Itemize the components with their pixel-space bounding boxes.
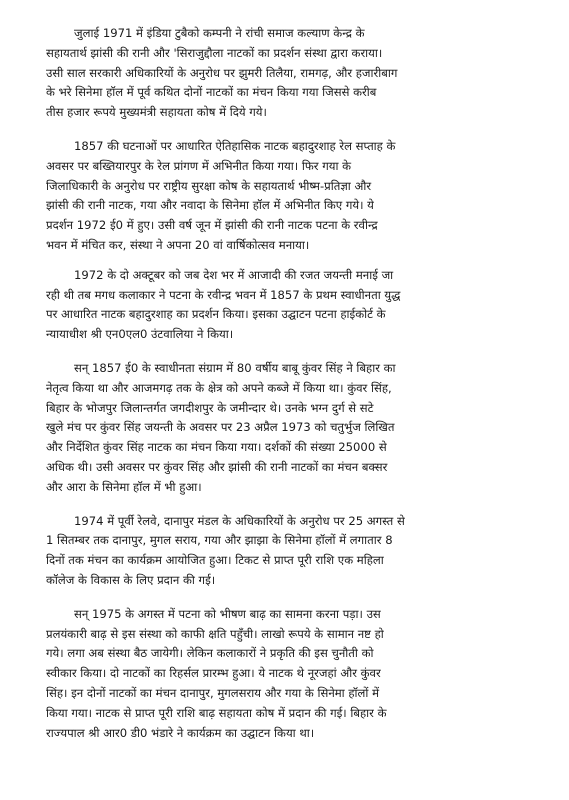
- text-line: स्वीकार किया। दो नाटकों का रिहर्सल प्रारम्भ हुआ। ये नाटक थे नूरजहां और कुंवर: [46, 666, 381, 681]
- text-line: राज्यपाल श्री आर0 डी0 भंडारे ने कार्यक्रम का उद्घाटन किया था।: [46, 725, 315, 740]
- text-line: 1857 की घटनाओं पर आधारित ऐतिहासिक नाटक बहादुरशाह रेल सप्ताह के: [74, 138, 396, 153]
- text-line: सिंह। इन दोनों नाटकों का मंचन दानापुर, मुगलसराय और गया के सिनेमा हॉलों में: [46, 685, 380, 700]
- paragraph-3: [46, 266, 543, 345]
- text-line: अवसर पर बख्तियारपुर के रेल प्रांगण में अभिनीत किया गया। फिर गया के: [46, 158, 352, 173]
- text-line: 1972 के दो अक्टूबर को जब देश भर में आजादी की रजत जयन्ती मनाई जा: [74, 267, 394, 282]
- text-line: उसी साल सरकारी अधिकारियों के अनुरोध पर झुमरी तिलैया, रामगढ़, और हजारीबाग: [46, 65, 398, 80]
- paragraph-6: [46, 605, 543, 744]
- paragraph-1: [46, 24, 543, 123]
- text-line: दिनों तक मंचन का कार्यक्रम आयोजित हुआ। टिकट से प्राप्त पूरी राशि एक महिला: [46, 553, 384, 568]
- text-line: प्रलयंकारी बाढ़ से इस संस्था को काफी क्षति पहुँची। लाखो रूपये के सामान नष्ट हो: [46, 626, 384, 641]
- text-line: झांसी की रानी नाटक, गया और नवादा के सिनेमा हॉल में अभिनीत किए गये। ये: [46, 198, 374, 213]
- text-line: अधिक थी। उसी अवसर पर कुंवर सिंह और झांसी की रानी नाटकों का मंचन बक्सर: [46, 459, 388, 474]
- text-line: सन् 1975 के अगस्त में पटना को भीषण बाढ़ का सामना करना पड़ा। उस: [74, 606, 381, 621]
- text-line: बिहार के भोजपुर जिलान्तर्गत जगदीशपुर के जमीन्दार थे। उनके भग्न दुर्ग से सटे: [46, 400, 374, 415]
- text-line: प्रदर्शन 1972 ई0 में हुए। उसी वर्ष जून में झांसी की रानी नाटक पटना के रवीन्द्र: [46, 218, 378, 233]
- text-line: खुले मंच पर कुंवर सिंह जयन्ती के अवसर पर 23 अप्रैल 1973 को चतुर्भुज लिखित: [46, 420, 395, 435]
- text-line: भवन में मंचित कर, संस्था ने अपना 20 वां वार्षिकोत्सव मनाया।: [46, 237, 310, 252]
- text-line: किया गया। नाटक से प्राप्त पूरी राशि बाढ़ सहायता कोष में प्रदान की गई। बिहार के: [46, 705, 387, 720]
- paragraph-2: [46, 137, 543, 256]
- text-line: 1974 में पूर्वी रेलवे, दानापुर मंडल के अधिकारियों के अनुरोध पर 25 अगस्त से: [74, 513, 405, 528]
- text-line: जुलाई 1971 में इंडिया टुबैको कम्पनी ने रांची समाज कल्याण केन्द्र के: [74, 26, 365, 40]
- paragraph-5: [46, 512, 543, 591]
- text-line: रही थी तब मगध कलाकार ने पटना के रवीन्द्र भवन में 1857 के प्रथम स्वाधीनता युद्ध: [46, 287, 401, 302]
- text-line: तीस हजार रूपये मुख्यमंत्री सहायता कोष में दिये गये।: [46, 105, 267, 120]
- text-line: न्यायाधीश श्री एन0एल0 उंटवालिया ने किया।: [46, 327, 234, 342]
- text-line: सन् 1857 ई0 के स्वाधीनता संग्राम में 80 वर्षीय बाबू कुंवर सिंह ने बिहार का: [74, 360, 396, 375]
- text-line: नेतृत्व किया था और आजमगढ़ तक के क्षेत्र को अपने कब्जे में किया था। कुंवर सिंह,: [46, 380, 392, 395]
- text-line: और आरा के सिनेमा हॉल में भी हुआ।: [46, 479, 202, 494]
- text-line: 1 सितम्बर तक दानापुर, मुगल सराय, गया और झाझा के सिनेमा हॉलों में लगातार 8: [46, 533, 393, 548]
- text-line: जिलाधिकारी के अनुरोध पर राष्ट्रीय सुरक्षा कोष के सहायतार्थ भीष्म-प्रतिज्ञा और: [46, 178, 372, 193]
- text-line: और निर्देशित कुंवर सिंह नाटक का मंचन किया गया। दर्शकों की संख्या 25000 से: [46, 440, 387, 455]
- paragraph-4: [46, 359, 543, 498]
- text-line: पर आधारित नाटक बहादुरशाह का प्रदर्शन किया। इसका उद्घाटन पटना हाईकोर्ट के: [46, 307, 386, 322]
- text-line: गये। लगा अब संस्था बैठ जायेगी। लेकिन कलाकारों ने प्रकृति की इस चुनौती को: [46, 646, 374, 661]
- text-line: कॉलेज के विकास के लिए प्रदान की गई।: [46, 572, 216, 587]
- text-line: सहायतार्थ झांसी की रानी और 'सिराजुद्दौला नाटकों का प्रदर्शन संस्था द्वारा कराया।: [46, 45, 383, 60]
- text-line: के भरे सिनेमा हॉल में पूर्व कथित दोनों नाटकों का मंचन किया गया जिससे करीब: [46, 85, 377, 100]
